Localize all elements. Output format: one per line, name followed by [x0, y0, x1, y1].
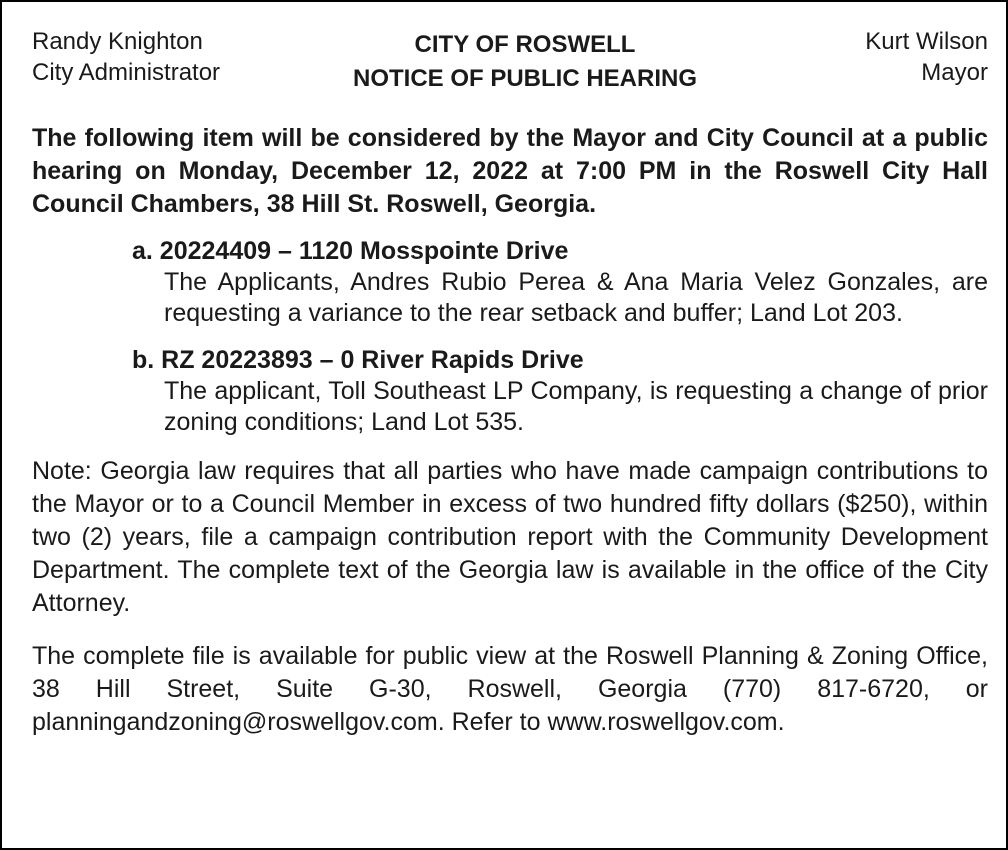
agenda-item-description: The applicant, Toll Southeast LP Company, is requesting a change of prior zoning conditions; Land Lot 535.: [164, 377, 988, 436]
agenda-item-title: a. 20224409 – 1120 Mosspointe Drive: [132, 237, 569, 265]
intro-paragraph: The following item will be considered by the Mayor and City Council at a public hearing on Monday, December 12, 2022 at 7:00 PM in the Roswell City Hall Council Chambers, 38 Hill St. Roswell, Georgia.: [32, 124, 988, 218]
notice-header: [32, 26, 988, 96]
mayor-name: Kurt Wilson: [865, 28, 988, 55]
administrator-name: Randy Knighton: [32, 28, 203, 55]
administrator-title: City Administrator: [32, 59, 221, 86]
agenda-item-title: b. RZ 20223893 – 0 River Rapids Drive: [132, 346, 584, 374]
agenda-item-description: The Applicants, Andres Rubio Perea & Ana Maria Velez Gonzales, are requesting a variance to the rear setback and buffer; Land Lot 203.: [164, 268, 988, 327]
agenda-items: [32, 236, 988, 438]
city-title: CITY OF ROSWELL: [414, 31, 636, 58]
file-availability-paragraph: The complete file is available for public view at the Roswell Planning & Zoning Office, 38 Hill Street, Suite G-30, Roswell, Georgia (770) 817-6720, or planningandzoning@roswellgov.com. Refer to www.roswellgov.com.: [32, 642, 988, 736]
mayor-block: [728, 26, 988, 88]
agenda-item: [132, 345, 988, 438]
mayor-title: Mayor: [921, 59, 988, 86]
agenda-item: [132, 236, 988, 329]
notice-title-block: [353, 28, 697, 96]
notice-title: NOTICE OF PUBLIC HEARING: [352, 65, 697, 92]
city-administrator-block: [32, 26, 292, 88]
campaign-contribution-note: Note: Georgia law requires that all parties who have made campaign contributions to the Mayor or to a Council Member in excess of two hundred fifty dollars ($250), within two (2) years, file a campaign contribution report with the Community Development Department. The complete text of the Georgia law is available in the office of the City Attorney.: [32, 457, 988, 617]
